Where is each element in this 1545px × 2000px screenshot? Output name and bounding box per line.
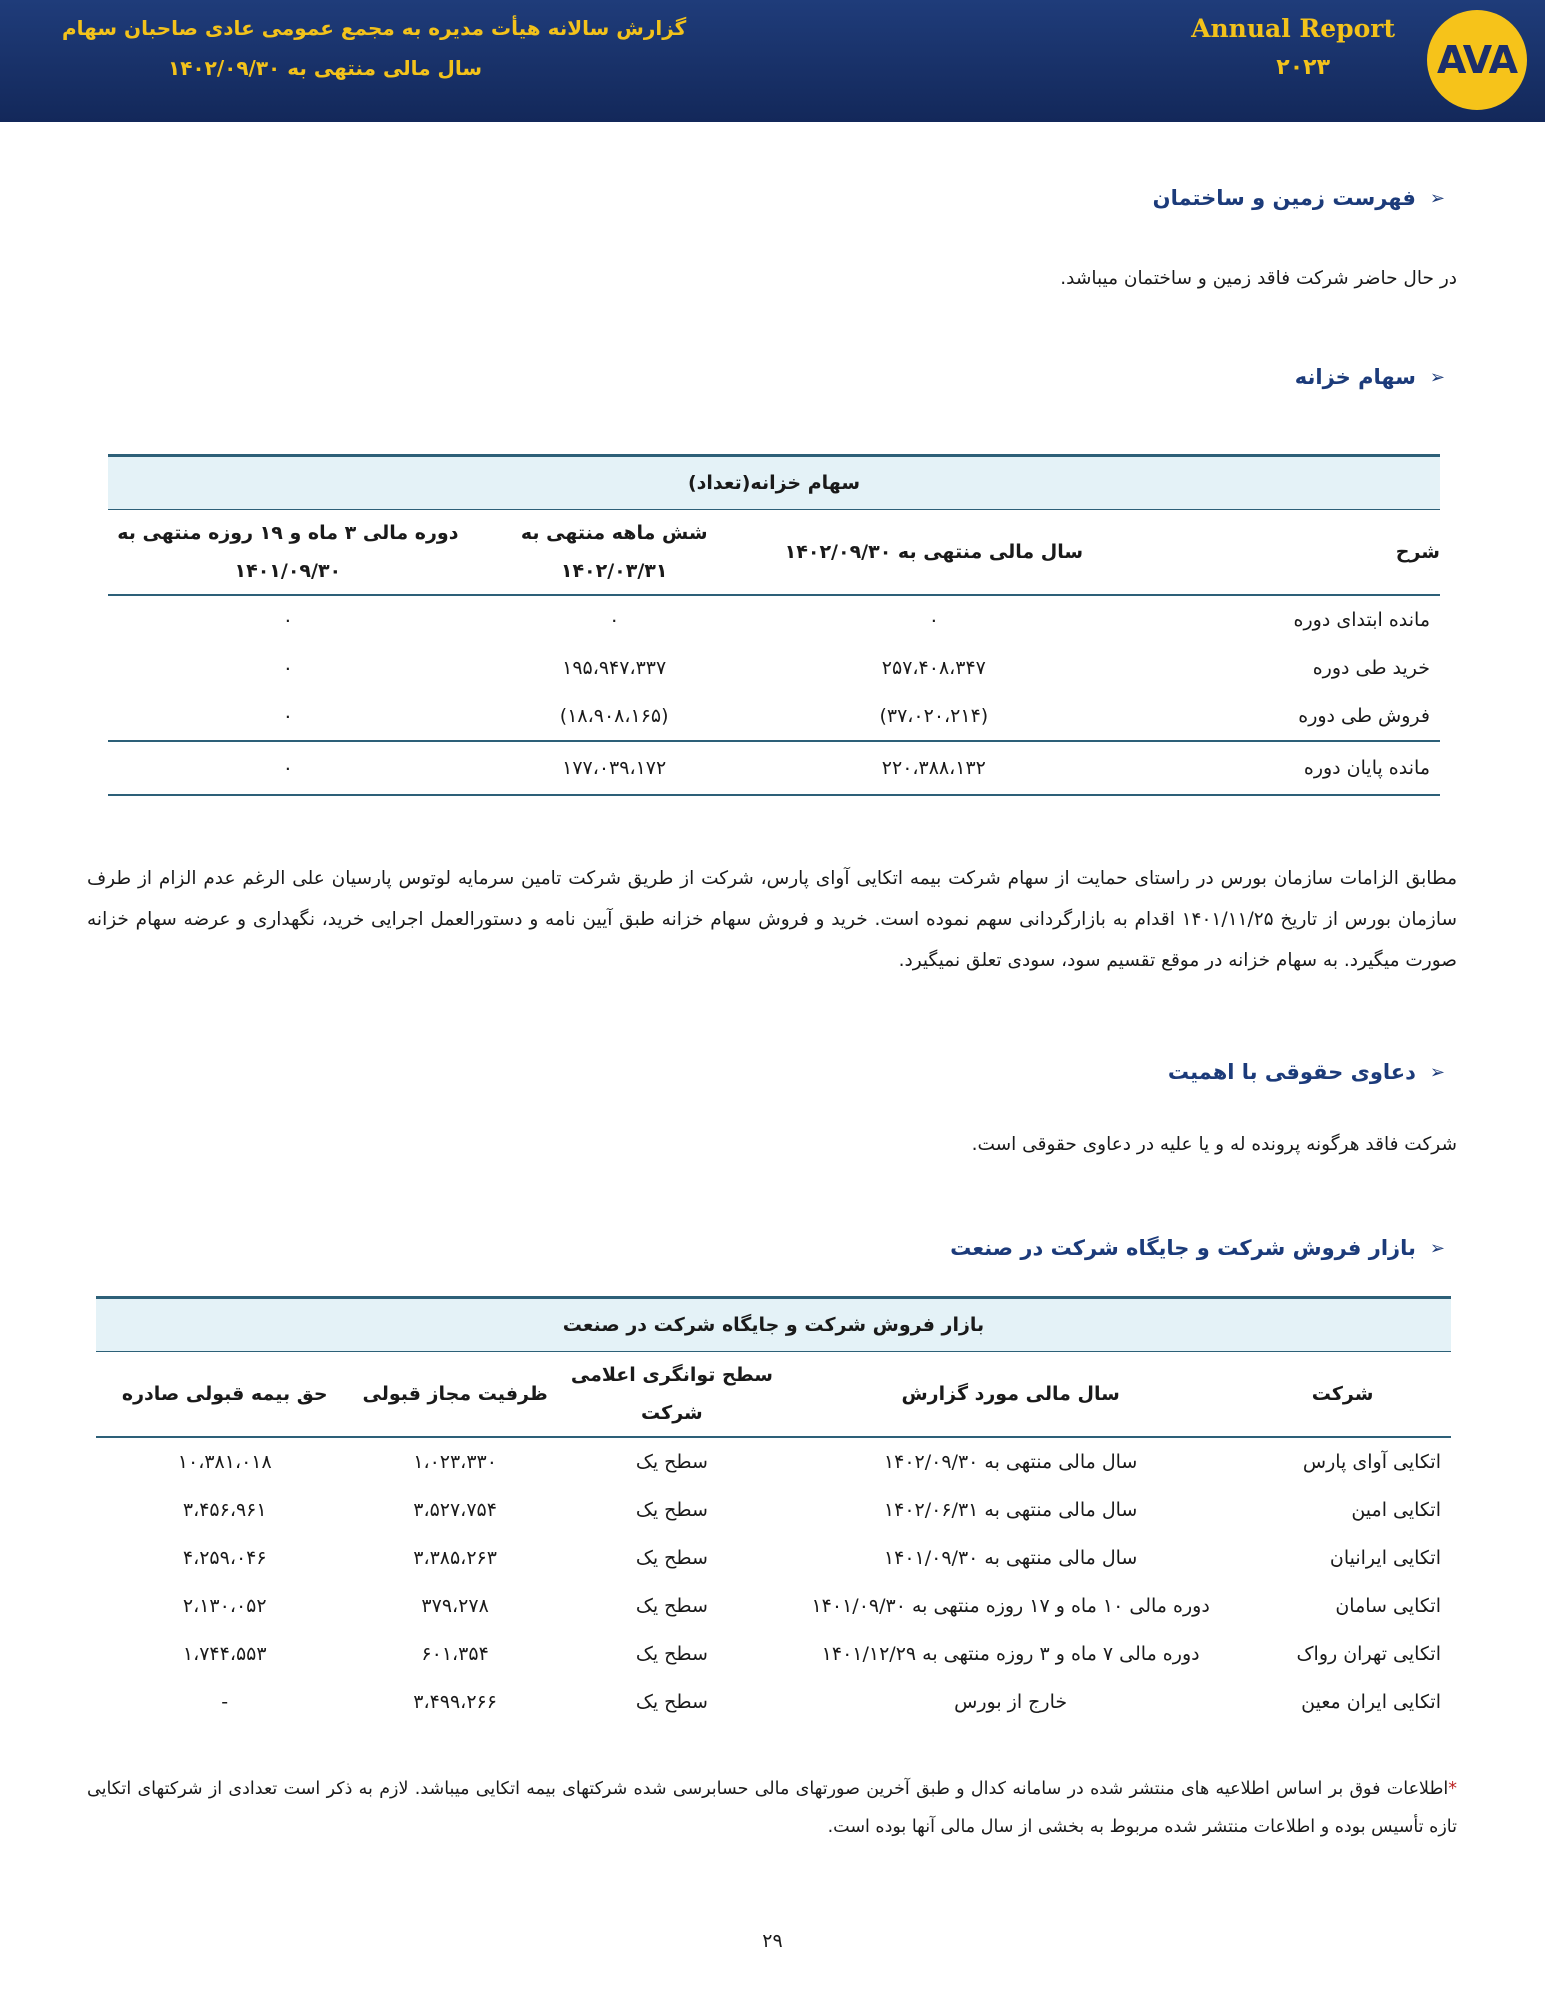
table-cell: سطح یک [635,1643,708,1665]
table-row [108,692,1440,741]
table-cell: سطح یک [635,1595,708,1617]
market-position-table [96,1296,1451,1726]
header-subtitle-line1: گزارش سالانه هیأت مدیره به مجمع عمومی عادی صاحبان سهام [62,16,687,40]
table-cell: خرید طی دوره [1312,657,1430,679]
table-cell: سال مالی منتهی به ۱۴۰۱/۰۹/۳۰ [883,1547,1138,1569]
annual-report-year: ۲۰۲۳ [1276,55,1330,80]
table-cell: سطح یک [635,1499,708,1521]
table-cell: ۰ [282,657,293,679]
section-title-text: بازار فروش شرکت و جایگاه شرکت در صنعت [950,1236,1416,1260]
column-header: حق بیمه قبولی صادره [96,1352,353,1438]
land-text: در حال حاضر شرکت فاقد زمین و ساختمان میباشد. [1060,268,1457,289]
table-cell: ۰ [928,609,939,631]
arrow-bullet-icon: ➢ [1429,1237,1445,1259]
table-cell: ۲۲۰،۳۸۸،۱۳۲ [761,741,1107,795]
arrow-bullet-icon: ➢ [1429,366,1445,388]
column-header: سطح توانگری اعلامی شرکت [557,1352,787,1438]
section-title-treasury [1295,365,1445,389]
section-title-text: دعاوی حقوقی با اهمیت [1167,1060,1416,1084]
table-cell: ۳۷۹،۲۷۸ [421,1595,489,1617]
table-caption: سهام خزانه(تعداد) [108,456,1440,510]
section-title-legal [1168,1060,1445,1084]
table-row [108,644,1440,692]
table-cell: اتکایی ایران معین [1301,1691,1441,1713]
table-row [96,1630,1451,1678]
table-row [108,595,1440,644]
column-header: شش ماهه منتهی به ۱۴۰۲/۰۳/۳۱ [468,510,761,596]
table-cell: مانده ابتدای دوره [1293,609,1430,631]
table-cell: ۰ [282,609,293,631]
table-cell: (۳۷،۰۲۰،۲۱۴) [761,692,1107,741]
footnote-marker: * [1448,1779,1457,1799]
table-cell: ۶۰۱،۳۵۴ [421,1643,489,1665]
table-cell: ۱۷۷،۰۳۹،۱۷۲ [468,741,761,795]
table-cell: ۱۰،۳۸۱،۰۱۸ [177,1451,272,1473]
table-cell: ۱،۰۲۳،۳۳۰ [413,1451,497,1473]
table-row [96,1534,1451,1582]
table-cell: دوره مالی ۷ ماه و ۳ روزه منتهی به ۱۴۰۱/۱۲/۲۹ [821,1643,1200,1665]
table-row [96,1678,1451,1726]
table-cell: سطح یک [635,1451,708,1473]
table-cell: ۳،۳۸۵،۲۶۳ [413,1547,497,1569]
footnote-text: اطلاعات فوق بر اساس اطلاعیه های منتشر شده در سامانه کدال و طبق آخرین صورتهای مالی حسابرسی شده شرکتهای بیمه اتکایی میباشد. لازم به ذکر است تعدادی از شرکتهای اتکایی تازه تأسیس بوده و اطلاعات منتشر شده مربوط به بخشی از سال مالی آنها بوده است. [87,1779,1457,1837]
section-title-land [1153,186,1445,210]
table-cell: ۲،۱۳۰،۰۵۲ [182,1595,267,1617]
column-header: ظرفیت مجاز قبولی [353,1352,556,1438]
table-cell: ۲۵۷،۴۰۸،۳۴۷ [881,657,986,679]
annual-report-title: Annual Report [1191,14,1395,43]
table-cell: اتکایی آوای پارس [1302,1451,1441,1473]
table-cell: ۰ [108,692,468,741]
table-cell: - [221,1691,229,1713]
report-header [0,0,1545,122]
table-cell: ۳،۴۵۶،۹۶۱ [182,1499,267,1521]
table-caption: بازار فروش شرکت و جایگاه شرکت در صنعت [96,1298,1451,1352]
section-title-text: فهرست زمین و ساختمان [1152,186,1416,210]
table-cell: (۱۸،۹۰۸،۱۶۵) [468,692,761,741]
table-cell: مانده پایان دوره [1107,741,1440,795]
arrow-bullet-icon: ➢ [1429,187,1445,209]
table-cell: سال مالی منتهی به ۱۴۰۲/۰۶/۳۱ [883,1499,1138,1521]
table-cell: ۰ [108,741,468,795]
column-header: سال مالی مورد گزارش [787,1352,1234,1438]
table-row [96,1486,1451,1534]
treasury-shares-table [108,454,1440,796]
table-cell: خارج از بورس [954,1691,1068,1713]
section-title-market [950,1236,1445,1260]
table-total-row [108,741,1440,795]
table-cell: اتکایی ایرانیان [1329,1547,1441,1569]
table-cell: سال مالی منتهی به ۱۴۰۲/۰۹/۳۰ [883,1451,1138,1473]
section-title-text: سهام خزانه [1294,365,1416,389]
column-header: شرح [1107,510,1440,596]
table-cell: ۳،۴۹۹،۲۶۶ [413,1691,497,1713]
table-cell: ۱،۷۴۴،۵۵۳ [182,1643,267,1665]
page-number: ۲۹ [762,1930,783,1952]
treasury-paragraph: مطابق الزامات سازمان بورس در راستای حمایت از سهام شرکت بیمه اتکایی آوای پارس، شرکت از طریق شرکت تامین سرمایه لوتوس پارسیان علی الرغم عدم الزام از طرف سازمان بورس از تاریخ ۱۴۰۱/۱۱/۲۵ اقدام به بازارگردانی سهم نموده است. خرید و فروش سهام خزانه طبق آیین نامه و دستورالعمل اجرایی خرید، نگهداری و عرضه سهام خزانه صورت میگیرد. به سهام خزانه در موقع تقسیم سود، سودی تعلق نمیگیرد. [87,868,1457,971]
table-cell: ۴،۲۵۹،۰۴۶ [182,1547,267,1569]
table-row [96,1437,1451,1486]
column-header: دوره مالی ۳ ماه و ۱۹ روزه منتهی به ۱۴۰۱/۰۹/۳۰ [108,510,468,596]
footnote [87,1770,1457,1846]
column-header: شرکت [1234,1352,1451,1438]
column-header: سال مالی منتهی به ۱۴۰۲/۰۹/۳۰ [761,510,1107,596]
table-cell: ۰ [609,609,620,631]
table-row [96,1582,1451,1630]
table-cell: اتکایی تهران رواک [1296,1643,1441,1665]
table-cell: ۱۹۵،۹۴۷،۳۳۷ [562,657,667,679]
table-cell: دوره مالی ۱۰ ماه و ۱۷ روزه منتهی به ۱۴۰۱/۰۹/۳۰ [811,1595,1210,1617]
table-cell: فروش طی دوره [1107,692,1440,741]
company-logo: AVA [1427,10,1527,110]
table-cell: سطح یک [635,1547,708,1569]
table-cell: سطح یک [635,1691,708,1713]
table-cell: ۳،۵۲۷،۷۵۴ [413,1499,497,1521]
table-cell: اتکایی سامان [1335,1595,1441,1617]
header-subtitle-line2: سال مالی منتهی به ۱۴۰۲/۰۹/۳۰ [168,56,483,80]
arrow-bullet-icon: ➢ [1429,1061,1445,1083]
legal-text: شرکت فاقد هرگونه پرونده له و یا علیه در دعاوی حقوقی است. [971,1134,1457,1155]
table-cell: اتکایی امین [1351,1499,1441,1521]
